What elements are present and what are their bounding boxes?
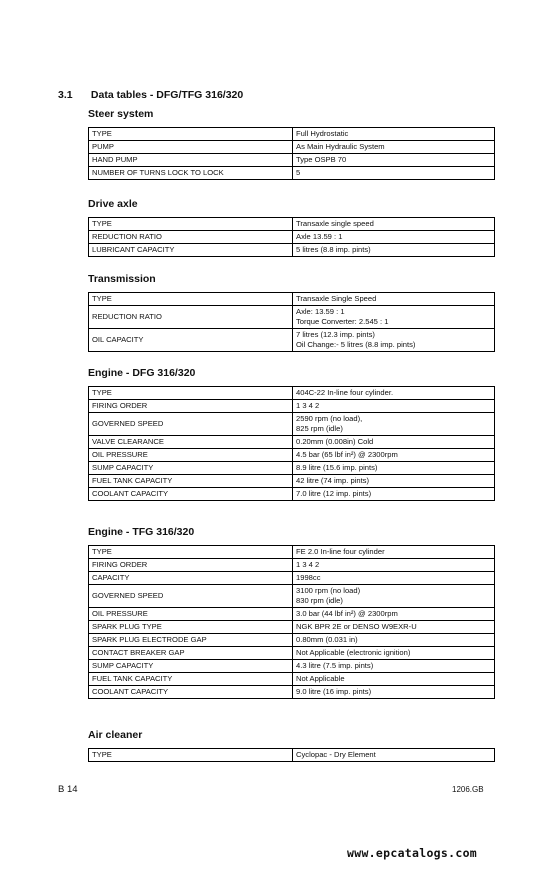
- spec-value: [293, 488, 495, 501]
- spec-label: REDUCTION RATIO: [89, 306, 293, 329]
- spec-value: [293, 585, 495, 608]
- table-row: [89, 413, 495, 436]
- spec-label: TYPE: [89, 128, 293, 141]
- spec-value-line: Axle 13.59 : 1: [296, 232, 343, 241]
- spec-value-line: 825 rpm (idle): [296, 424, 343, 433]
- spec-value: [293, 436, 495, 449]
- spec-value-line: As Main Hydraulic System: [296, 142, 385, 151]
- spec-value-line: 5: [296, 168, 301, 177]
- spec-value-line: 8.9 litre (15.6 imp. pints): [296, 463, 378, 472]
- spec-value: [293, 413, 495, 436]
- spec-value: [293, 608, 495, 621]
- spec-value: [293, 154, 495, 167]
- spec-value-line: Torque Converter: 2.545 : 1: [296, 317, 389, 326]
- spec-value: [293, 621, 495, 634]
- spec-label: SUMP CAPACITY: [89, 660, 293, 673]
- air-cleaner-table: [88, 748, 495, 762]
- spec-value: [293, 686, 495, 699]
- table-row: [89, 306, 495, 329]
- spec-value-line: 3100 rpm (no load): [296, 586, 361, 595]
- spec-value-line: Full Hydrostatic: [296, 129, 349, 138]
- section-title: Data tables - DFG/TFG 316/320: [90, 89, 244, 101]
- spec-value-line: Type OSPB 70: [296, 155, 347, 164]
- spec-value-line: Transaxle Single Speed: [296, 294, 377, 303]
- drive-axle-heading: Drive axle: [88, 198, 138, 210]
- spec-value: [293, 400, 495, 413]
- spec-label: SUMP CAPACITY: [89, 462, 293, 475]
- spec-label: HAND PUMP: [89, 154, 293, 167]
- table-row: [89, 329, 495, 352]
- spec-value-line: 7 litres (12.3 imp. pints): [296, 330, 375, 339]
- steer-system-heading: Steer system: [88, 108, 154, 120]
- spec-value-line: 4.5 bar (65 lbf in²) @ 2300rpm: [296, 450, 398, 459]
- spec-value: [293, 462, 495, 475]
- spec-value-line: 0.20mm (0.008in) Cold: [296, 437, 374, 446]
- engine-tfg-heading: Engine - TFG 316/320: [88, 526, 195, 538]
- spec-value: [293, 141, 495, 154]
- spec-value: [293, 293, 495, 306]
- spec-value-line: NGK BPR 2E or DENSO W9EXR-U: [296, 622, 417, 631]
- spec-value-line: FE 2.0 In-line four cylinder: [296, 547, 385, 556]
- table-row: [89, 387, 495, 400]
- spec-value: [293, 306, 495, 329]
- drive-axle-table: [88, 217, 495, 257]
- spec-value-line: 404C-22 In-line four cylinder.: [296, 388, 394, 397]
- table-row: [89, 218, 495, 231]
- spec-value-line: Oil Change:- 5 litres (8.8 imp. pints): [296, 340, 416, 349]
- spec-label: SPARK PLUG ELECTRODE GAP: [89, 634, 293, 647]
- spec-label: LUBRICANT CAPACITY: [89, 244, 293, 257]
- table-row: [89, 128, 495, 141]
- spec-label: TYPE: [89, 218, 293, 231]
- spec-value-line: 4.3 litre (7.5 imp. pints): [296, 661, 374, 670]
- spec-value: [293, 167, 495, 180]
- spec-value: [293, 128, 495, 141]
- transmission-heading: Transmission: [88, 273, 156, 285]
- spec-value-line: 830 rpm (idle): [296, 596, 343, 605]
- spec-value-line: Axle: 13.59 : 1: [296, 307, 345, 316]
- table-row: [89, 475, 495, 488]
- transmission-table: [88, 292, 495, 352]
- spec-label: FIRING ORDER: [89, 400, 293, 413]
- spec-label: GOVERNED SPEED: [89, 413, 293, 436]
- spec-value: [293, 647, 495, 660]
- spec-label: COOLANT CAPACITY: [89, 488, 293, 501]
- table-row: [89, 231, 495, 244]
- spec-value-line: 0.80mm (0.031 in): [296, 635, 358, 644]
- spec-label: NUMBER OF TURNS LOCK TO LOCK: [89, 167, 293, 180]
- spec-value-line: 5 litres (8.8 imp. pints): [296, 245, 371, 254]
- spec-label: OIL CAPACITY: [89, 329, 293, 352]
- spec-value-line: 1 3 4 2: [296, 560, 320, 569]
- spec-label: CAPACITY: [89, 572, 293, 585]
- spec-value: [293, 749, 495, 762]
- table-row: [89, 462, 495, 475]
- steer-system-table: [88, 127, 495, 180]
- table-row: [89, 686, 495, 699]
- table-row: [89, 449, 495, 462]
- table-row: [89, 621, 495, 634]
- spec-value-line: 2590 rpm (no load),: [296, 414, 363, 423]
- table-row: [89, 608, 495, 621]
- spec-value: [293, 244, 495, 257]
- table-row: [89, 488, 495, 501]
- document-code: 1206.GB: [452, 785, 484, 794]
- spec-label: FUEL TANK CAPACITY: [89, 673, 293, 686]
- spec-value-line: Not Applicable: [296, 674, 345, 683]
- spec-label: REDUCTION RATIO: [89, 231, 293, 244]
- table-row: [89, 293, 495, 306]
- spec-value: [293, 387, 495, 400]
- spec-label: SPARK PLUG TYPE: [89, 621, 293, 634]
- spec-value: [293, 449, 495, 462]
- spec-value: [293, 634, 495, 647]
- spec-value-line: Cyclopac - Dry Element: [296, 750, 376, 759]
- table-row: [89, 749, 495, 762]
- section-number: 3.1: [58, 89, 73, 101]
- spec-label: FUEL TANK CAPACITY: [89, 475, 293, 488]
- spec-label: OIL PRESSURE: [89, 449, 293, 462]
- spec-label: PUMP: [89, 141, 293, 154]
- spec-value: [293, 559, 495, 572]
- spec-label: TYPE: [89, 293, 293, 306]
- spec-value: [293, 572, 495, 585]
- table-row: [89, 244, 495, 257]
- spec-value-line: Transaxle single speed: [296, 219, 374, 228]
- table-row: [89, 436, 495, 449]
- spec-value-line: 42 litre (74 imp. pints): [296, 476, 370, 485]
- spec-value: [293, 546, 495, 559]
- watermark: www.epcatalogs.com: [347, 846, 478, 860]
- table-row: [89, 634, 495, 647]
- table-row: [89, 167, 495, 180]
- spec-label: VALVE CLEARANCE: [89, 436, 293, 449]
- engine-dfg-table: [88, 386, 495, 501]
- table-row: [89, 400, 495, 413]
- spec-value: [293, 329, 495, 352]
- spec-value-line: 1998cc: [296, 573, 321, 582]
- table-row: [89, 546, 495, 559]
- table-row: [89, 660, 495, 673]
- spec-value: [293, 660, 495, 673]
- table-row: [89, 154, 495, 167]
- table-row: [89, 141, 495, 154]
- table-row: [89, 572, 495, 585]
- table-row: [89, 559, 495, 572]
- engine-tfg-table: [88, 545, 495, 699]
- spec-value-line: 7.0 litre (12 imp. pints): [296, 489, 372, 498]
- spec-label: TYPE: [89, 387, 293, 400]
- spec-value: [293, 218, 495, 231]
- air-cleaner-heading: Air cleaner: [88, 729, 143, 741]
- spec-label: TYPE: [89, 749, 293, 762]
- spec-value: [293, 673, 495, 686]
- engine-dfg-heading: Engine - DFG 316/320: [88, 367, 196, 379]
- spec-label: GOVERNED SPEED: [89, 585, 293, 608]
- spec-value-line: 9.0 litre (16 imp. pints): [296, 687, 372, 696]
- spec-label: CONTACT BREAKER GAP: [89, 647, 293, 660]
- table-row: [89, 585, 495, 608]
- spec-value: [293, 475, 495, 488]
- page-number: B 14: [58, 784, 78, 795]
- spec-label: TYPE: [89, 546, 293, 559]
- spec-label: COOLANT CAPACITY: [89, 686, 293, 699]
- spec-value-line: Not Applicable (electronic ignition): [296, 648, 411, 657]
- spec-value-line: 3.0 bar (44 lbf in²) @ 2300rpm: [296, 609, 398, 618]
- spec-value: [293, 231, 495, 244]
- spec-label: OIL PRESSURE: [89, 608, 293, 621]
- spec-value-line: 1 3 4 2: [296, 401, 320, 410]
- page-title: [58, 89, 243, 101]
- table-row: [89, 647, 495, 660]
- table-row: [89, 673, 495, 686]
- spec-label: FIRING ORDER: [89, 559, 293, 572]
